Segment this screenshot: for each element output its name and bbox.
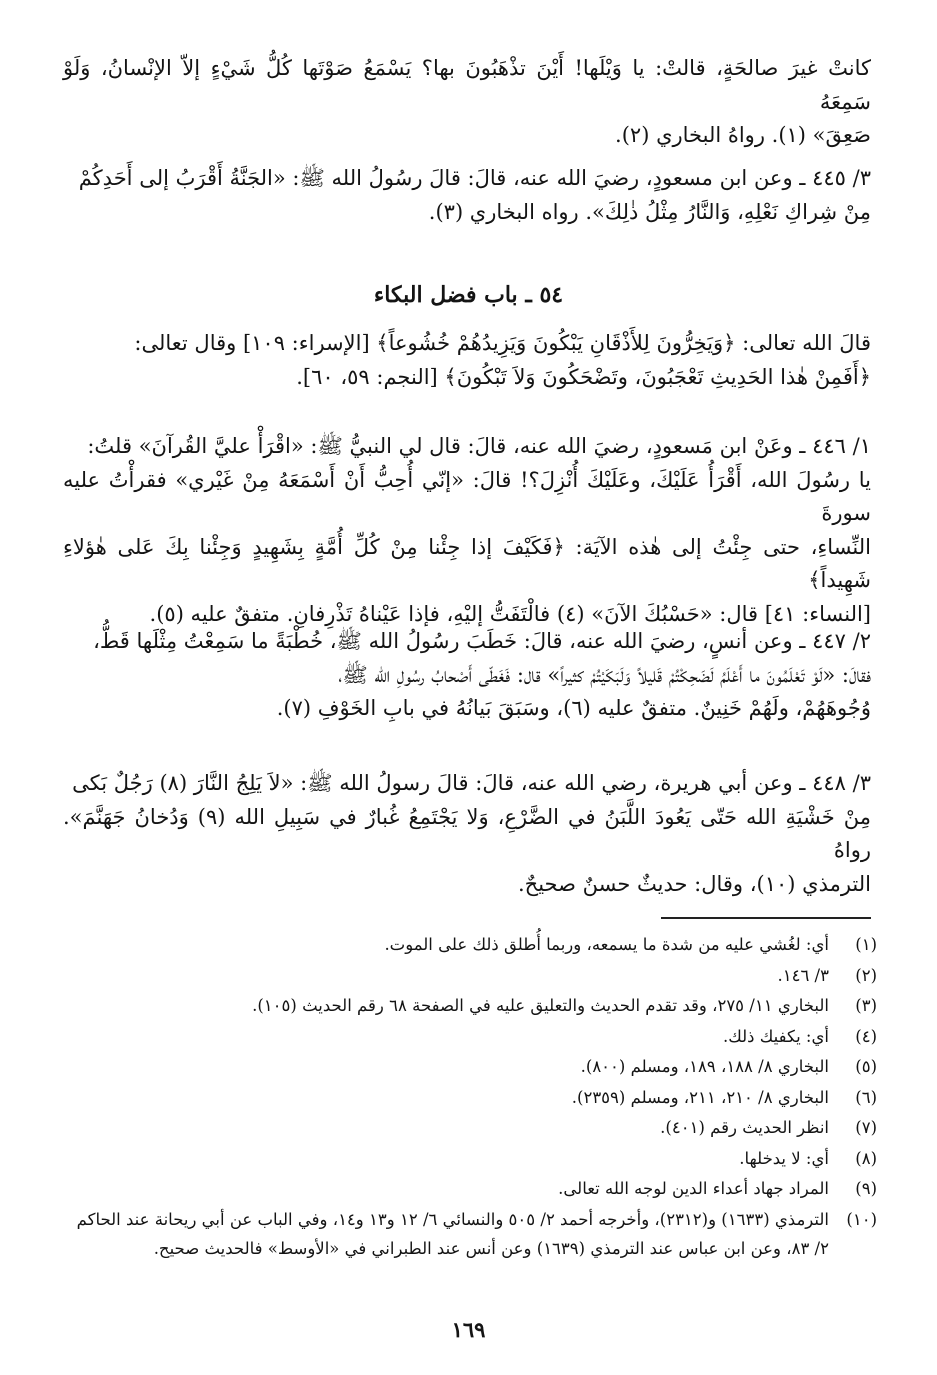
footnote xyxy=(57,1022,877,1053)
footnote-text: المراد جهاد أعداء الدين لوجه الله تعالى. xyxy=(558,1179,829,1198)
text-line: صَعِقَ» (١). رواهُ البخاري (٢). xyxy=(615,123,871,147)
footnotes xyxy=(57,930,877,1263)
page-number: ١٦٩ xyxy=(451,1317,486,1342)
text-line: ﴿أَفَمِنْ هٰذا الحَدِيثِ تَعْجَبُونَ، وتَضْحَكُونَ وَلاَ تَبْكُونَ﴾ [النجم: ٥٩، ٦٠]. xyxy=(296,364,871,389)
footnote-number: (٨) xyxy=(855,1148,877,1168)
footnote-text: انظر الحديث رقم (٤٠١). xyxy=(660,1118,829,1137)
footnote xyxy=(57,1083,877,1114)
footnote-number: (٧) xyxy=(855,1118,877,1137)
footnote-number: (٥) xyxy=(855,1057,877,1076)
footnote-text: أي: يكفيك ذلك. xyxy=(722,1026,829,1046)
footnote-text: البخاري ٨/ ١٨٨، ١٨٩، ومسلم (٨٠٠). xyxy=(580,1057,829,1076)
text-line: مِنْ خَشْيَةِ الله حَتّى يَعُودَ اللَّبَنُ في الضَّرْعِ، وَلا يَجْتَمِعُ غُبارٌ في سَبِيلِ الله (٩) وَدُخانُ جَهَنَّمَ». رواهُ xyxy=(63,804,871,862)
footnote-number: (١) xyxy=(855,935,877,954)
text-line: مِنْ شِراكِ نَعْلِهِ، وَالنَّارُ مِثْلُ ذٰلِكَ». رواه البخاري (٣). xyxy=(428,199,871,224)
text-line: كانتْ غيرَ صالحَةٍ، قالتْ: يا وَيْلَها! أَيْنَ تذْهَبُونَ بها؟ يَسْمَعُ صَوْتَها كُلُّ شَيْءٍ إلاّ الإنْسانُ، وَلَوْ سَمِعَهُ xyxy=(63,56,871,114)
footnote xyxy=(57,961,877,992)
footnote-text: ٣/ ١٤٦. xyxy=(777,965,829,985)
text-line: ٣/ ٤٤٥ ـ وعن ابن مسعودٍ، رضيَ الله عنه، قالَ: قالَ رسُولُ الله ﷺ: «الجَنَّةُ أَقْرَبُ إلى أَحَدِكُمْ xyxy=(78,166,871,190)
footnote-number: (٩) xyxy=(855,1179,877,1198)
text-line: فقالَ: «لَوْ تَعْلَمُونَ ما أَعْلَمُ لَضَحِكْتُمْ قَليلاً وَلَبَكَيْتُمْ كثيراً» قال: فَغَطّى أَصْحابُ رسُولِ الله ﷺ، xyxy=(338,662,871,687)
footnote-number: (٦) xyxy=(855,1087,877,1107)
hadith-448 xyxy=(63,767,871,901)
footnote-text: البخاري ١١/ ٢٧٥، وقد تقدم الحديث والتعليق عليه في الصفحة ٦٨ رقم الحديث (١٠٥). xyxy=(252,996,829,1015)
footnote xyxy=(57,1205,877,1263)
footnote-text: أي: لغُشي عليه من شدة ما يسمعه، وربما أُطلق ذلك على الموت. xyxy=(384,935,829,954)
footnote xyxy=(57,1113,877,1144)
text-line: الترمذي (١٠)، وقال: حديثٌ حسنٌ صحيحٌ. xyxy=(517,871,871,896)
footnote xyxy=(57,1174,877,1205)
quran-verses xyxy=(63,327,871,394)
footnote-number: (١٠) xyxy=(846,1209,877,1229)
text-line: ٣/ ٤٤٨ ـ وعن أبي هريرة، رضي الله عنه، قالَ: قالَ رسولُ الله ﷺ: «لاَ يَلِجُ النَّارَ (٨) رَجُلٌ بَكى xyxy=(72,771,871,795)
text-line: ٢/ ٤٤٧ ـ وعن أنسٍ، رضيَ الله عنه، قالَ: خَطَبَ رسُولُ الله ﷺ، خُطْبَةً ما سَمِعْتُ مِثْلَها قَطُّ، xyxy=(93,629,871,653)
text-line: وُجُوهَهُمْ، ولَهُمْ خَنِينٌ. متفقٌ عليه (٦)، وسَبَقَ بَيانُهُ في بابِ الخَوْفِ (٧). xyxy=(276,696,871,720)
footnote-text: الترمذي (١٦٣٣) و(٢٣١٢)، وأخرجه أحمد ٢/ ٥٠٥ والنسائي ٦/ ١٢ و١٣ و١٤، وفي الباب عن أبي ريحانة عند الحاكم ٢/ ٨٣، وعن ابن عباس عند الترمذي (١٦٣٩) وعن أنس عند الطبراني في «الأوسط» فالحديث صحيح. xyxy=(76,1209,829,1258)
hadith-445 xyxy=(63,162,871,229)
footnote xyxy=(57,991,877,1022)
text-line: قالَ الله تعالى: ﴿وَيَخِرُّونَ لِلأَذْقَانِ يَبْكُونَ وَيَزِيدُهُمْ خُشُوعاً﴾ [الإسراء: ١٠٩] وقال تعالى: xyxy=(134,331,871,355)
footnote-separator xyxy=(661,917,871,919)
chapter-heading: ٥٤ ـ باب فضل البكاء xyxy=(373,282,564,308)
footnote xyxy=(57,1052,877,1083)
text-line: يا رسُولَ الله، أَقْرَأُ عَلَيْكَ، وعَلَيْكَ أُنْزِلَ؟! قالَ: «إنّي أُحِبُّ أَنْ أَسْمَعَهُ مِنْ غَيْري» فقرأْتُ عليه سورةَ xyxy=(63,467,871,525)
text-line: النِّساءِ، حتى جِئْتُ إلى هٰذه الآيَة: ﴿فَكَيْفَ إذا جِئْنا مِنْ كُلِّ أُمَّةٍ بِشَهِيدٍ وَجِئْنا بِكَ عَلى هٰؤلاءِ شَهِيداً﴾ xyxy=(63,534,871,592)
text-line: ١/ ٤٤٦ ـ وعَنْ ابن مَسعودٍ، رضيَ الله عنه، قالَ: قال لي النبيُّ ﷺ: «اقْرَأْ عليَّ القُرآنَ» قلتُ: xyxy=(87,434,871,458)
text-line: [النساء: ٤١] قال: «حَسْبُكَ الآنَ» (٤) فالْتَفَتُّ إليْهِ، فإذا عَيْناهُ تَذْرِفانِ. متفقٌ عليه (٥). xyxy=(149,601,871,626)
footnote-number: (٢) xyxy=(855,965,877,985)
footnote-number: (٤) xyxy=(855,1026,877,1046)
footnote-text: البخاري ٨/ ٢١٠، ٢١١، ومسلم (٢٣٥٩). xyxy=(571,1087,829,1107)
paragraph-continuation xyxy=(63,52,871,153)
footnote xyxy=(57,930,877,961)
hadith-447 xyxy=(63,625,871,726)
footnote-text: أي: لا يدخلها. xyxy=(739,1148,829,1168)
footnote xyxy=(57,1144,877,1175)
hadith-446 xyxy=(63,430,871,631)
footnote-number: (٣) xyxy=(855,996,877,1015)
